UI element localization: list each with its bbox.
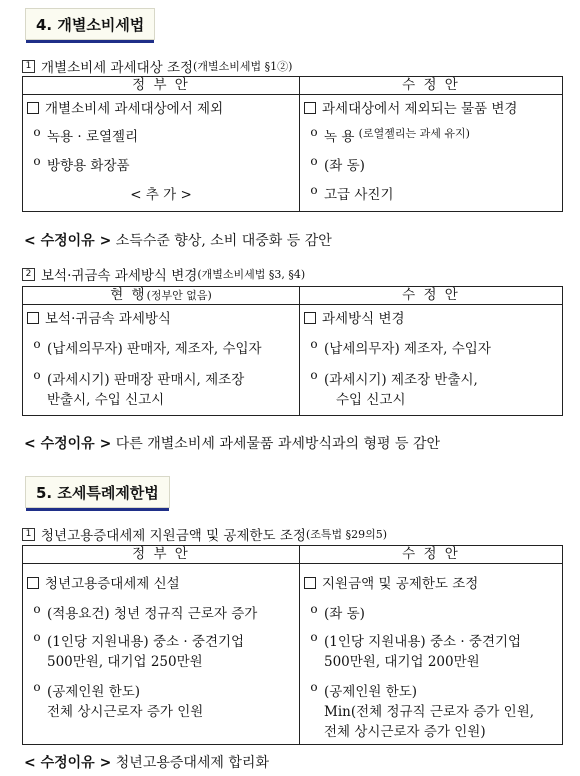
item-number-box: 2	[22, 268, 35, 281]
left-head: 개별소비세 과세대상에서 제외	[45, 101, 224, 117]
item-title: 청년고용증대세제 지원금액 및 공제한도 조정	[41, 528, 306, 544]
reason-label: < 수정이유 >	[24, 233, 112, 249]
bullet-icon: o	[33, 602, 41, 616]
comparison-table-5-1	[22, 545, 563, 745]
right-cell	[300, 305, 563, 416]
checkbox-square-icon	[304, 102, 316, 114]
right-bullet-2-line-1: (1인당 지원내용) 중소 · 중견기업	[324, 634, 522, 650]
left-bullet-2-line-2: 500만원, 대기업 250만원	[47, 654, 203, 670]
col-header-right: 수 정 안	[300, 546, 563, 564]
col-header-left	[23, 287, 300, 305]
reason-4-2	[24, 433, 440, 453]
item-number-box: 1	[22, 528, 35, 541]
col-header-right: 수 정 안	[300, 77, 563, 95]
right-bullet-3: 고급 사진기	[324, 187, 394, 203]
left-cell	[23, 305, 300, 416]
right-bullet-1: (좌 동)	[324, 606, 365, 622]
left-add-label: < 추 가 >	[130, 187, 192, 203]
bullet-icon: o	[33, 337, 41, 351]
item-5-1-heading	[22, 524, 387, 544]
bullet-icon: o	[310, 680, 318, 694]
left-bullet-3-line-2: 전체 상시근로자 증가 인원	[47, 704, 204, 720]
section-5-underline	[26, 508, 169, 511]
item-reference: (조특법 §29의5)	[305, 528, 388, 541]
reason-text: 다른 개별소비세 과세물품 과세방식과의 형평 등 감안	[115, 436, 440, 452]
reason-text: 소득수준 향상, 소비 대중화 등 감안	[115, 233, 332, 249]
right-bullet-3-line-3: 전체 상시근로자 증가 인원)	[324, 724, 486, 740]
bullet-icon: o	[33, 680, 41, 694]
left-head: 청년고용증대세제 신설	[45, 576, 180, 592]
item-reference: (개별소비세법 §1②)	[193, 60, 293, 73]
right-bullet-2-line-2: 수입 신고시	[336, 392, 406, 408]
left-head: 보석·귀금속 과세방식	[45, 311, 171, 327]
right-head: 지원금액 및 공제한도 조정	[322, 576, 479, 592]
col-header-left-main: 현 행	[110, 287, 147, 303]
right-bullet-3-line-1: (공제인원 한도)	[324, 684, 418, 700]
item-4-2-heading	[22, 264, 305, 284]
comparison-table-4-2	[22, 286, 563, 416]
section-5-header	[25, 476, 170, 508]
item-number-box: 1	[22, 60, 35, 73]
bullet-icon: o	[33, 125, 41, 139]
bullet-icon: o	[310, 125, 318, 139]
reason-4-1	[24, 230, 332, 250]
checkbox-square-icon	[304, 577, 316, 589]
left-bullet-3-line-1: (공제인원 한도)	[47, 684, 141, 700]
checkbox-square-icon	[27, 102, 39, 114]
bullet-icon: o	[33, 368, 41, 382]
left-bullet-1: (납세의무자) 판매자, 제조자, 수입자	[47, 341, 262, 357]
bullet-icon: o	[310, 154, 318, 168]
section-4-header	[25, 8, 155, 40]
right-bullet-2-line-2: 500만원, 대기업 200만원	[324, 654, 480, 670]
bullet-icon: o	[310, 183, 318, 197]
right-bullet-1: (납세의무자) 제조자, 수입자	[324, 341, 491, 357]
left-bullet-1: (적용요건) 청년 정규직 근로자 증가	[47, 606, 258, 622]
left-cell	[23, 564, 300, 745]
col-header-right: 수 정 안	[300, 287, 563, 305]
left-bullet-2-line-2: 반출시, 수입 신고시	[47, 392, 165, 408]
bullet-icon: o	[310, 630, 318, 644]
left-bullet-1: 녹용 · 로열젤리	[47, 129, 139, 145]
checkbox-square-icon	[27, 312, 39, 324]
left-cell	[23, 95, 300, 212]
reason-text: 청년고용증대세제 합리화	[115, 755, 269, 771]
right-head: 과세방식 변경	[322, 311, 405, 327]
bullet-icon: o	[310, 337, 318, 351]
right-bullet-1: 녹 용	[324, 129, 355, 145]
col-header-left-note: (정부안 없음)	[146, 289, 212, 302]
section-4-title: 4. 개별소비세법	[36, 15, 145, 34]
right-cell	[300, 564, 563, 745]
section-4-underline	[26, 40, 154, 43]
checkbox-square-icon	[27, 577, 39, 589]
reason-label: < 수정이유 >	[24, 436, 112, 452]
item-4-1-heading	[22, 56, 292, 76]
comparison-table-4-1	[22, 76, 563, 212]
left-bullet-2: 방향용 화장품	[47, 158, 130, 174]
right-bullet-3-line-2: Min(전체 정규직 근로자 증가 인원,	[324, 704, 535, 720]
item-reference: (개별소비세법 §3, §4)	[197, 268, 306, 281]
left-bullet-2-line-1: (1인당 지원내용) 중소 · 중견기업	[47, 634, 245, 650]
right-bullet-1-note: (로열젤리는 과세 유지)	[358, 127, 470, 140]
col-header-left: 정 부 안	[23, 546, 300, 564]
right-bullet-2-line-1: (과세시기) 제조장 반출시,	[324, 372, 478, 388]
checkbox-square-icon	[304, 312, 316, 324]
right-bullet-2: (좌 동)	[324, 158, 365, 174]
section-5-title: 5. 조세특례제한법	[36, 483, 159, 502]
col-header-left: 정 부 안	[23, 77, 300, 95]
reason-label: < 수정이유 >	[24, 755, 112, 771]
bullet-icon: o	[33, 630, 41, 644]
reason-5-1	[24, 752, 269, 772]
bullet-icon: o	[33, 154, 41, 168]
left-bullet-2-line-1: (과세시기) 판매장 판매시, 제조장	[47, 372, 245, 388]
bullet-icon: o	[310, 602, 318, 616]
item-title: 개별소비세 과세대상 조정	[41, 60, 194, 76]
bullet-icon: o	[310, 368, 318, 382]
right-head: 과세대상에서 제외되는 물품 변경	[322, 101, 518, 117]
right-cell	[300, 95, 563, 212]
item-title: 보석·귀금속 과세방식 변경	[41, 268, 198, 284]
